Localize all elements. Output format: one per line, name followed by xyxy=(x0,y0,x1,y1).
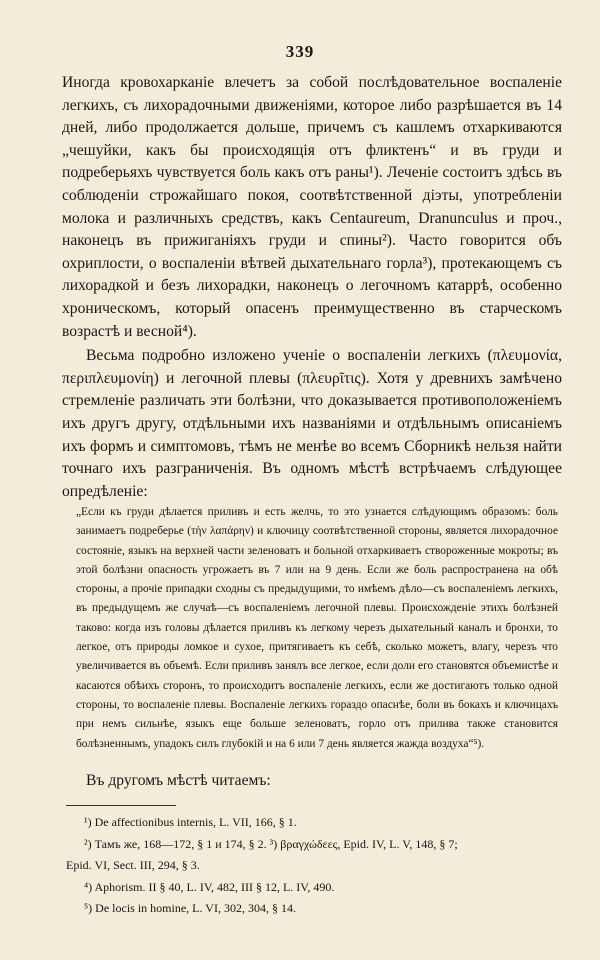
footnote-4: ⁴) Aphorism. II § 40, L. IV, 482, III § 12, L. IV, 490. xyxy=(84,879,335,894)
footnote-1: ¹) De affectionibus internis, L. VII, 166, § 1. xyxy=(84,815,297,829)
lead-line: Въ другомъ мѣстѣ читаемъ: xyxy=(86,772,271,789)
footnote-3-continued: Epid. VI, Sect. III, 294, § 3. xyxy=(66,858,200,873)
paragraph-pneumonia: Весьма подробно изложено ученіе о воспаленіи легкихъ (πλευμονία, περιπλευμονίη) и легочной плевы (πλευρῖτις). Хотя у древнихъ замѣчено стремленіе различать эти болѣзни, что доказывается противоположеніемъ ихъ другъ другу, отдѣльными ихъ названіями и отдѣльнымъ описаніемъ ихъ формъ и симптомовъ, тѣмъ не менѣе во всемъ Сборникѣ нельзя найти точнаго ихъ разграниченія. Въ одномъ мѣстѣ встрѣчаемъ слѣдующее опредѣленіе: xyxy=(62,347,562,500)
footnote-divider xyxy=(66,805,176,806)
body-text xyxy=(62,72,562,503)
block-quote: „Если къ груди дѣлается приливъ и есть желчь, то это узнается слѣдующимъ образомъ: боль занимаетъ подреберье (τὴν λαπάρην) и ключицу соотвѣтственной стороны, является лихорадочное состояніе, языкъ на верхней части зеленоватъ и больной отхаркиваетъ створоженные мокроты; въ этой болѣзни опасность угрожаетъ въ 7 или на 9 день. Если же боль распространена на обѣ стороны, а прочіе припадки сходны съ предыдущими, то имѣемъ дѣло—съ воспаленіемъ легкихъ, въ предыдущемъ же случаѣ—съ воспаленіемъ легочной плевы. Происхожденіе этихъ болѣзней таково: когда изъ головы дѣлается приливъ къ легкому черезъ дыхательный каналъ и бронхи, то легкое, отъ природы ломкое и сухое, притягиваетъ къ себѣ, сколько можетъ, влагу, черезъ что увеличивается въ объемѣ. Если приливъ занялъ все легкое, если доли его становятся объемистѣе и касаются обѣихъ сторонъ, то происходитъ воспаленіе легкихъ, если же достигаютъ только одной стороны, то воспаленіе плевы. Воспаленіе легкихъ гораздо опаснѣе, боли въ бокахъ и ключицахъ при немъ сильнѣе, языкъ еще больше зеленоватъ, горло отъ прилива также становится болѣзненнымъ, упадокъ силъ глубокій и на 6 или 7 день является жажда воздуха“⁵). xyxy=(76,506,558,750)
footnote-5: ⁵) De locis in homine, L. VI, 302, 304, § 14. xyxy=(84,901,296,916)
paragraph-hemoptysis: Иногда кровохарканіе влечетъ за собой послѣдовательное воспаленіе легкихъ, съ лихорадочными движеніями, которое либо разрѣшается въ 14 дней, либо продолжается дольше, причемъ съ кашлемъ отхаркиваются „чешуйки, какъ бы происходящія отъ фликтенъ“ и въ груди и подреберьяхъ чувствуется боль какъ отъ раны¹). Леченіе состоитъ здѣсь въ соблюденіи строжайшаго покоя, соотвѣтственной діэты, употребленіи молока и различныхъ средствъ, какъ Centaureum, Dranunculus и проч., наконецъ въ прижиганіяхъ груди и спины²). Часто говорится объ охриплости, о воспаленіи вѣтвей дыхательнаго горла³), протекающемъ съ лихорадкой и безъ лихорадки, наконецъ о легочномъ катаррѣ, особенно хроническомъ, который опасенъ преимущественно въ старческомъ возрастѣ и весной⁴). xyxy=(62,74,562,340)
footnote-2-3: ²) Тамъ же, 168—172, § 1 и 174, § 2. ³) βραγχώδεες, Epid. IV, L. V, 148, § 7; xyxy=(84,836,458,851)
footnotes xyxy=(66,812,566,920)
page-number: 339 xyxy=(285,42,315,61)
